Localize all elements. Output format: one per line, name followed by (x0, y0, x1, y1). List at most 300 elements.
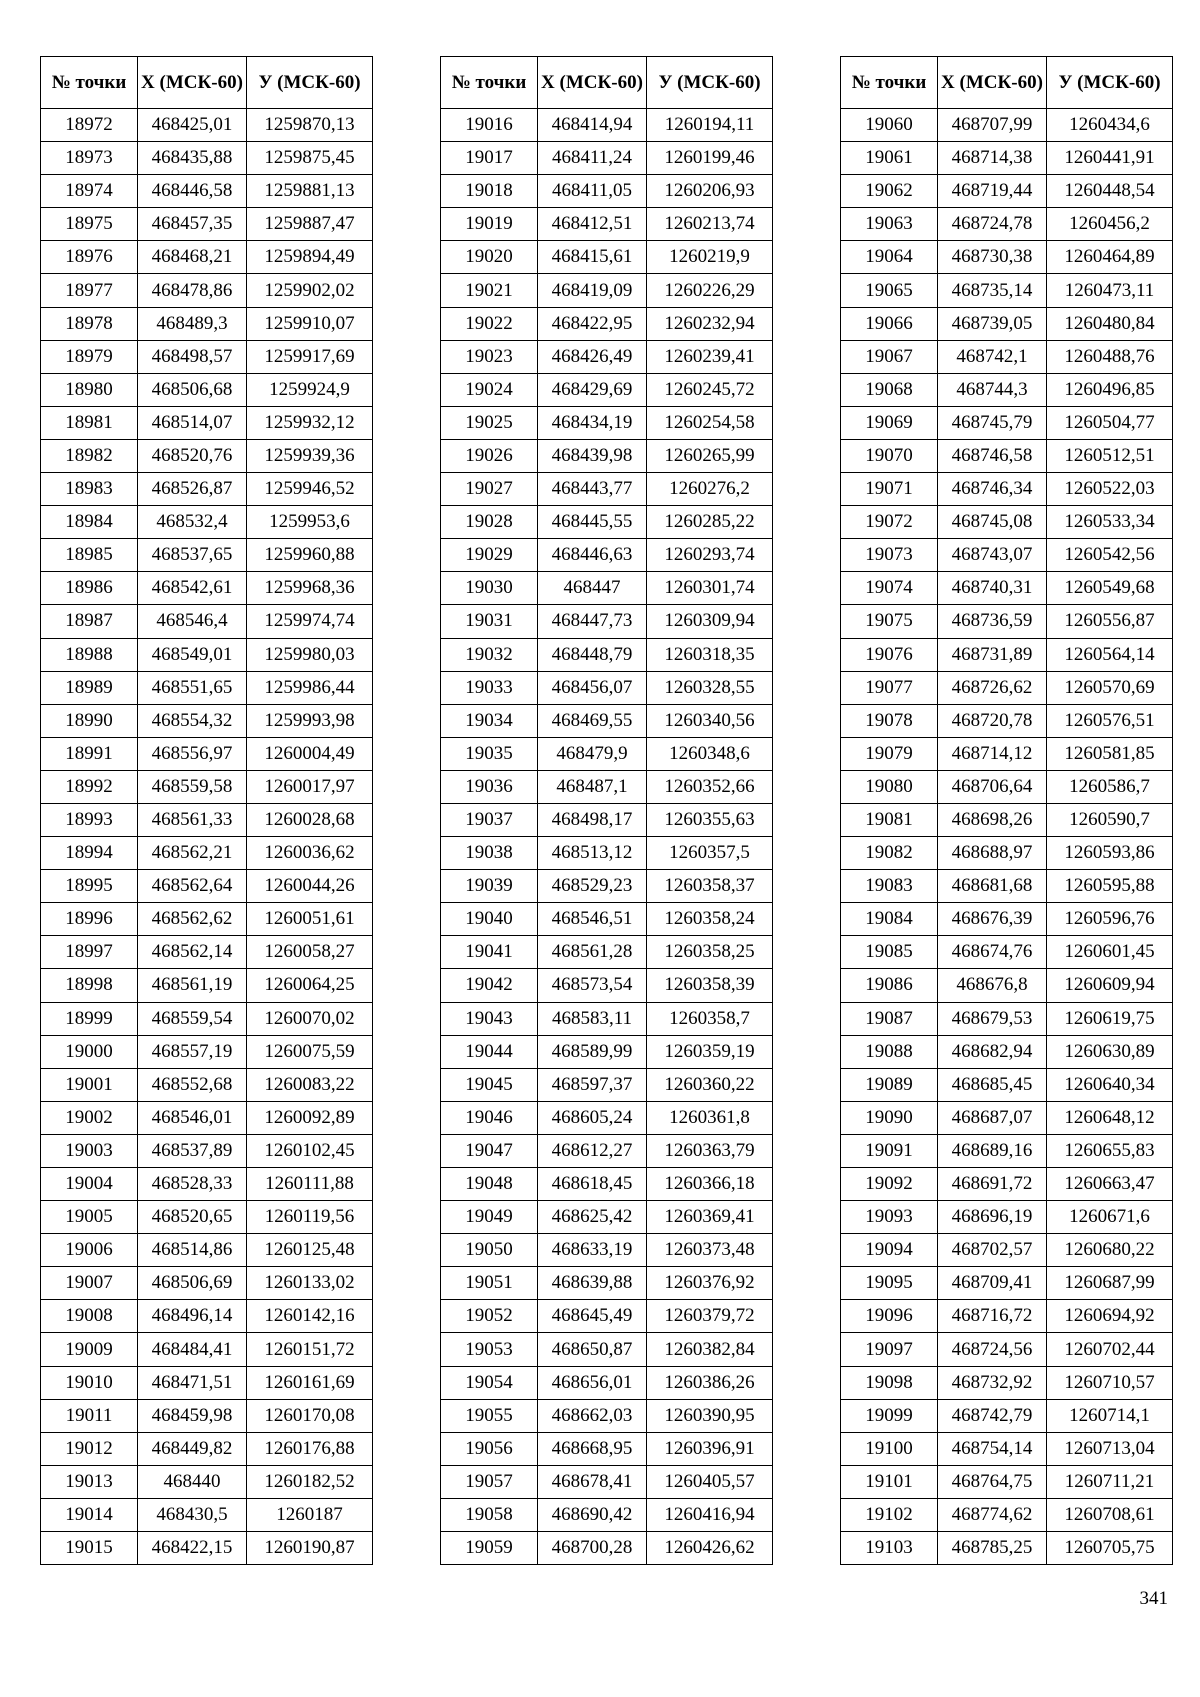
table-row (841, 1002, 1173, 1035)
table-row (41, 539, 373, 572)
table-row (841, 1432, 1173, 1465)
table-row (41, 109, 373, 142)
table-row (841, 1134, 1173, 1167)
cell-x-coordinate: 468489,3 (138, 307, 247, 340)
cell-point-number: 19053 (441, 1333, 538, 1366)
cell-x-coordinate: 468744,3 (938, 373, 1047, 406)
table-row (441, 241, 773, 274)
table-row (841, 406, 1173, 439)
table-row (841, 1068, 1173, 1101)
cell-y-coordinate: 1259870,13 (247, 109, 373, 142)
table-row (841, 439, 1173, 472)
cell-point-number: 19016 (441, 109, 538, 142)
cell-y-coordinate: 1260426,62 (647, 1532, 773, 1565)
cell-y-coordinate: 1260663,47 (1047, 1168, 1173, 1201)
cell-point-number: 19001 (41, 1068, 138, 1101)
cell-x-coordinate: 468429,69 (538, 373, 647, 406)
cell-y-coordinate: 1259894,49 (247, 241, 373, 274)
cell-x-coordinate: 468740,31 (938, 572, 1047, 605)
cell-y-coordinate: 1260581,85 (1047, 737, 1173, 770)
table-row (441, 175, 773, 208)
table-row (41, 1498, 373, 1531)
table-row (441, 1267, 773, 1300)
cell-y-coordinate: 1260017,97 (247, 770, 373, 803)
table-row (41, 1532, 373, 1565)
table-row (841, 1498, 1173, 1531)
table-row (41, 837, 373, 870)
cell-y-coordinate: 1260396,91 (647, 1432, 773, 1465)
cell-y-coordinate: 1260496,85 (1047, 373, 1173, 406)
cell-point-number: 19033 (441, 671, 538, 704)
cell-point-number: 19062 (841, 175, 938, 208)
cell-y-coordinate: 1259960,88 (247, 539, 373, 572)
cell-x-coordinate: 468435,88 (138, 142, 247, 175)
table-row (841, 274, 1173, 307)
cell-y-coordinate: 1260711,21 (1047, 1465, 1173, 1498)
cell-y-coordinate: 1260058,27 (247, 936, 373, 969)
cell-y-coordinate: 1259968,36 (247, 572, 373, 605)
cell-x-coordinate: 468447,73 (538, 605, 647, 638)
header-x-coordinate: X (МСК-60) (138, 57, 247, 109)
cell-x-coordinate: 468720,78 (938, 704, 1047, 737)
cell-x-coordinate: 468612,27 (538, 1134, 647, 1167)
cell-point-number: 19023 (441, 340, 538, 373)
cell-x-coordinate: 468702,57 (938, 1234, 1047, 1267)
cell-x-coordinate: 468573,54 (538, 969, 647, 1002)
cell-point-number: 19054 (441, 1366, 538, 1399)
cell-y-coordinate: 1260254,58 (647, 406, 773, 439)
header-point-number: № точки (41, 57, 138, 109)
cell-point-number: 19050 (441, 1234, 538, 1267)
table-row (41, 208, 373, 241)
cell-x-coordinate: 468546,4 (138, 605, 247, 638)
cell-y-coordinate: 1259924,9 (247, 373, 373, 406)
cell-x-coordinate: 468552,68 (138, 1068, 247, 1101)
table-row (441, 704, 773, 737)
table-row (441, 1201, 773, 1234)
table-row (441, 1300, 773, 1333)
cell-point-number: 19035 (441, 737, 538, 770)
cell-x-coordinate: 468597,37 (538, 1068, 647, 1101)
cell-x-coordinate: 468681,68 (938, 870, 1047, 903)
cell-y-coordinate: 1259887,47 (247, 208, 373, 241)
cell-point-number: 18980 (41, 373, 138, 406)
table-row (841, 638, 1173, 671)
cell-x-coordinate: 468562,14 (138, 936, 247, 969)
cell-x-coordinate: 468618,45 (538, 1168, 647, 1201)
cell-x-coordinate: 468691,72 (938, 1168, 1047, 1201)
table-row (41, 969, 373, 1002)
table-row (41, 506, 373, 539)
cell-point-number: 19069 (841, 406, 938, 439)
cell-x-coordinate: 468506,69 (138, 1267, 247, 1300)
cell-point-number: 19014 (41, 1498, 138, 1531)
cell-y-coordinate: 1260358,25 (647, 936, 773, 969)
cell-y-coordinate: 1260182,52 (247, 1465, 373, 1498)
cell-x-coordinate: 468730,38 (938, 241, 1047, 274)
cell-y-coordinate: 1260265,99 (647, 439, 773, 472)
cell-point-number: 19068 (841, 373, 938, 406)
table-row (841, 671, 1173, 704)
cell-y-coordinate: 1259953,6 (247, 506, 373, 539)
cell-x-coordinate: 468706,64 (938, 770, 1047, 803)
cell-point-number: 19086 (841, 969, 938, 1002)
cell-point-number: 19055 (441, 1399, 538, 1432)
cell-point-number: 18992 (41, 770, 138, 803)
cell-x-coordinate: 468469,55 (538, 704, 647, 737)
cell-point-number: 19057 (441, 1465, 538, 1498)
cell-point-number: 19022 (441, 307, 538, 340)
table-row (41, 737, 373, 770)
cell-y-coordinate: 1260630,89 (1047, 1035, 1173, 1068)
cell-x-coordinate: 468688,97 (938, 837, 1047, 870)
cell-x-coordinate: 468542,61 (138, 572, 247, 605)
cell-y-coordinate: 1260522,03 (1047, 473, 1173, 506)
cell-x-coordinate: 468551,65 (138, 671, 247, 704)
cell-point-number: 19060 (841, 109, 938, 142)
cell-x-coordinate: 468674,76 (938, 936, 1047, 969)
cell-point-number: 19029 (441, 539, 538, 572)
cell-y-coordinate: 1260512,51 (1047, 439, 1173, 472)
table-row (41, 1035, 373, 1068)
cell-point-number: 19094 (841, 1234, 938, 1267)
table-row (841, 737, 1173, 770)
cell-y-coordinate: 1259932,12 (247, 406, 373, 439)
cell-point-number: 19077 (841, 671, 938, 704)
cell-y-coordinate: 1260556,87 (1047, 605, 1173, 638)
table-row (441, 1432, 773, 1465)
table-row (441, 1532, 773, 1565)
cell-x-coordinate: 468554,32 (138, 704, 247, 737)
cell-x-coordinate: 468726,62 (938, 671, 1047, 704)
cell-y-coordinate: 1260593,86 (1047, 837, 1173, 870)
cell-y-coordinate: 1260464,89 (1047, 241, 1173, 274)
cell-x-coordinate: 468639,88 (538, 1267, 647, 1300)
cell-point-number: 18994 (41, 837, 138, 870)
cell-x-coordinate: 468735,14 (938, 274, 1047, 307)
cell-point-number: 19073 (841, 539, 938, 572)
cell-point-number: 19048 (441, 1168, 538, 1201)
cell-x-coordinate: 468764,75 (938, 1465, 1047, 1498)
cell-x-coordinate: 468687,07 (938, 1101, 1047, 1134)
cell-point-number: 19030 (441, 572, 538, 605)
cell-y-coordinate: 1260360,22 (647, 1068, 773, 1101)
cell-x-coordinate: 468549,01 (138, 638, 247, 671)
table-row (841, 770, 1173, 803)
cell-x-coordinate: 468478,86 (138, 274, 247, 307)
cell-x-coordinate: 468446,58 (138, 175, 247, 208)
cell-y-coordinate: 1260713,04 (1047, 1432, 1173, 1465)
cell-point-number: 19049 (441, 1201, 538, 1234)
cell-x-coordinate: 468449,82 (138, 1432, 247, 1465)
table-row (41, 473, 373, 506)
cell-point-number: 19065 (841, 274, 938, 307)
cell-x-coordinate: 468532,4 (138, 506, 247, 539)
cell-point-number: 19063 (841, 208, 938, 241)
table-row (441, 1399, 773, 1432)
cell-point-number: 18973 (41, 142, 138, 175)
cell-point-number: 18987 (41, 605, 138, 638)
cell-y-coordinate: 1260119,56 (247, 1201, 373, 1234)
cell-y-coordinate: 1260441,91 (1047, 142, 1173, 175)
table-row (841, 307, 1173, 340)
cell-y-coordinate: 1260619,75 (1047, 1002, 1173, 1035)
cell-x-coordinate: 468537,65 (138, 539, 247, 572)
table-row (841, 969, 1173, 1002)
cell-point-number: 19095 (841, 1267, 938, 1300)
table-row (441, 439, 773, 472)
cell-y-coordinate: 1260245,72 (647, 373, 773, 406)
cell-point-number: 19026 (441, 439, 538, 472)
table-row (41, 671, 373, 704)
table-row (841, 373, 1173, 406)
cell-y-coordinate: 1260586,7 (1047, 770, 1173, 803)
cell-point-number: 18975 (41, 208, 138, 241)
cell-point-number: 19082 (841, 837, 938, 870)
cell-x-coordinate: 468743,07 (938, 539, 1047, 572)
cell-y-coordinate: 1260705,75 (1047, 1532, 1173, 1565)
cell-point-number: 18979 (41, 340, 138, 373)
cell-x-coordinate: 468457,35 (138, 208, 247, 241)
cell-y-coordinate: 1260382,84 (647, 1333, 773, 1366)
cell-point-number: 19067 (841, 340, 938, 373)
cell-y-coordinate: 1260473,11 (1047, 274, 1173, 307)
cell-point-number: 18990 (41, 704, 138, 737)
cell-y-coordinate: 1260187 (247, 1498, 373, 1531)
cell-point-number: 19045 (441, 1068, 538, 1101)
cell-point-number: 19096 (841, 1300, 938, 1333)
cell-x-coordinate: 468698,26 (938, 803, 1047, 836)
table-row (441, 671, 773, 704)
cell-x-coordinate: 468528,33 (138, 1168, 247, 1201)
cell-y-coordinate: 1260648,12 (1047, 1101, 1173, 1134)
cell-point-number: 19032 (441, 638, 538, 671)
table-row (441, 142, 773, 175)
cell-point-number: 18998 (41, 969, 138, 1002)
cell-x-coordinate: 468448,79 (538, 638, 647, 671)
table-row (841, 142, 1173, 175)
table-row (41, 572, 373, 605)
cell-x-coordinate: 468724,56 (938, 1333, 1047, 1366)
coordinates-table-1 (40, 56, 373, 1565)
cell-point-number: 19012 (41, 1432, 138, 1465)
cell-point-number: 19093 (841, 1201, 938, 1234)
cell-point-number: 18983 (41, 473, 138, 506)
cell-x-coordinate: 468724,78 (938, 208, 1047, 241)
cell-point-number: 18996 (41, 903, 138, 936)
page-number: 341 (1139, 1588, 1168, 1609)
table-row (441, 340, 773, 373)
cell-x-coordinate: 468700,28 (538, 1532, 647, 1565)
cell-y-coordinate: 1260542,56 (1047, 539, 1173, 572)
cell-point-number: 18993 (41, 803, 138, 836)
table-row (41, 1201, 373, 1234)
cell-x-coordinate: 468425,01 (138, 109, 247, 142)
cell-x-coordinate: 468514,07 (138, 406, 247, 439)
table-row (841, 605, 1173, 638)
table-row (41, 1101, 373, 1134)
cell-y-coordinate: 1260111,88 (247, 1168, 373, 1201)
cell-point-number: 19078 (841, 704, 938, 737)
cell-point-number: 19051 (441, 1267, 538, 1300)
cell-x-coordinate: 468411,24 (538, 142, 647, 175)
cell-y-coordinate: 1260488,76 (1047, 340, 1173, 373)
cell-point-number: 19003 (41, 1134, 138, 1167)
cell-point-number: 19074 (841, 572, 938, 605)
cell-x-coordinate: 468557,19 (138, 1035, 247, 1068)
cell-y-coordinate: 1260564,14 (1047, 638, 1173, 671)
cell-x-coordinate: 468434,19 (538, 406, 647, 439)
table-row (41, 1002, 373, 1035)
table-row (41, 1333, 373, 1366)
table-row (441, 1134, 773, 1167)
table-row (441, 803, 773, 836)
cell-x-coordinate: 468678,41 (538, 1465, 647, 1498)
table-row (841, 539, 1173, 572)
cell-y-coordinate: 1260596,76 (1047, 903, 1173, 936)
cell-y-coordinate: 1260671,6 (1047, 1201, 1173, 1234)
table-row (441, 1366, 773, 1399)
cell-y-coordinate: 1259993,98 (247, 704, 373, 737)
cell-y-coordinate: 1260328,55 (647, 671, 773, 704)
cell-point-number: 19017 (441, 142, 538, 175)
table-row (841, 1465, 1173, 1498)
cell-y-coordinate: 1259946,52 (247, 473, 373, 506)
table-row (441, 605, 773, 638)
cell-y-coordinate: 1259875,45 (247, 142, 373, 175)
cell-point-number: 19039 (441, 870, 538, 903)
cell-point-number: 19038 (441, 837, 538, 870)
table-row (841, 936, 1173, 969)
cell-y-coordinate: 1260702,44 (1047, 1333, 1173, 1366)
cell-x-coordinate: 468498,57 (138, 340, 247, 373)
cell-point-number: 19024 (441, 373, 538, 406)
cell-point-number: 19031 (441, 605, 538, 638)
table-row (841, 1101, 1173, 1134)
cell-point-number: 19028 (441, 506, 538, 539)
table-row (441, 109, 773, 142)
cell-x-coordinate: 468430,5 (138, 1498, 247, 1531)
cell-point-number: 19070 (841, 439, 938, 472)
cell-point-number: 19004 (41, 1168, 138, 1201)
cell-point-number: 19036 (441, 770, 538, 803)
cell-point-number: 18981 (41, 406, 138, 439)
cell-point-number: 18982 (41, 439, 138, 472)
cell-x-coordinate: 468731,89 (938, 638, 1047, 671)
cell-x-coordinate: 468520,76 (138, 439, 247, 472)
cell-point-number: 18985 (41, 539, 138, 572)
cell-point-number: 19010 (41, 1366, 138, 1399)
cell-x-coordinate: 468422,95 (538, 307, 647, 340)
table-row (841, 473, 1173, 506)
table-row (441, 1234, 773, 1267)
cell-x-coordinate: 468445,55 (538, 506, 647, 539)
table-row (441, 638, 773, 671)
table-row (841, 1035, 1173, 1068)
cell-y-coordinate: 1260416,94 (647, 1498, 773, 1531)
table-row (841, 1234, 1173, 1267)
cell-x-coordinate: 468716,72 (938, 1300, 1047, 1333)
cell-x-coordinate: 468736,59 (938, 605, 1047, 638)
table-row (441, 837, 773, 870)
cell-point-number: 19021 (441, 274, 538, 307)
cell-x-coordinate: 468562,62 (138, 903, 247, 936)
table-row (441, 737, 773, 770)
cell-point-number: 19019 (441, 208, 538, 241)
cell-x-coordinate: 468676,8 (938, 969, 1047, 1002)
table-row (441, 969, 773, 1002)
cell-point-number: 19088 (841, 1035, 938, 1068)
cell-y-coordinate: 1260609,94 (1047, 969, 1173, 1002)
cell-y-coordinate: 1260680,22 (1047, 1234, 1173, 1267)
cell-x-coordinate: 468745,08 (938, 506, 1047, 539)
cell-x-coordinate: 468537,89 (138, 1134, 247, 1167)
cell-y-coordinate: 1259980,03 (247, 638, 373, 671)
cell-x-coordinate: 468709,41 (938, 1267, 1047, 1300)
table-row (41, 1300, 373, 1333)
table-row (841, 1168, 1173, 1201)
cell-x-coordinate: 468625,42 (538, 1201, 647, 1234)
cell-y-coordinate: 1260355,63 (647, 803, 773, 836)
cell-x-coordinate: 468785,25 (938, 1532, 1047, 1565)
table-row (841, 870, 1173, 903)
cell-point-number: 19005 (41, 1201, 138, 1234)
cell-point-number: 19099 (841, 1399, 938, 1432)
table-row (841, 1366, 1173, 1399)
table-row (41, 1068, 373, 1101)
cell-point-number: 19015 (41, 1532, 138, 1565)
cell-x-coordinate: 468746,58 (938, 439, 1047, 472)
table-row (441, 936, 773, 969)
cell-x-coordinate: 468561,19 (138, 969, 247, 1002)
cell-y-coordinate: 1260075,59 (247, 1035, 373, 1068)
cell-y-coordinate: 1260480,84 (1047, 307, 1173, 340)
cell-point-number: 19075 (841, 605, 938, 638)
table-row (41, 1366, 373, 1399)
cell-x-coordinate: 468676,39 (938, 903, 1047, 936)
table-row (41, 803, 373, 836)
cell-point-number: 19098 (841, 1366, 938, 1399)
cell-x-coordinate: 468484,41 (138, 1333, 247, 1366)
table-row (841, 1201, 1173, 1234)
cell-point-number: 19072 (841, 506, 938, 539)
cell-y-coordinate: 1260533,34 (1047, 506, 1173, 539)
cell-point-number: 19084 (841, 903, 938, 936)
cell-y-coordinate: 1260369,41 (647, 1201, 773, 1234)
cell-y-coordinate: 1260348,6 (647, 737, 773, 770)
cell-x-coordinate: 468562,64 (138, 870, 247, 903)
cell-y-coordinate: 1260176,88 (247, 1432, 373, 1465)
table-row (841, 109, 1173, 142)
cell-x-coordinate: 468714,12 (938, 737, 1047, 770)
table-row (41, 605, 373, 638)
cell-y-coordinate: 1260028,68 (247, 803, 373, 836)
cell-x-coordinate: 468562,21 (138, 837, 247, 870)
table-header-row (441, 57, 773, 109)
table-row (41, 274, 373, 307)
cell-y-coordinate: 1260549,68 (1047, 572, 1173, 605)
table-row (841, 1267, 1173, 1300)
cell-y-coordinate: 1260194,11 (647, 109, 773, 142)
cell-y-coordinate: 1260161,69 (247, 1366, 373, 1399)
cell-x-coordinate: 468645,49 (538, 1300, 647, 1333)
cell-point-number: 19101 (841, 1465, 938, 1498)
table-row (41, 241, 373, 274)
cell-y-coordinate: 1259881,13 (247, 175, 373, 208)
cell-y-coordinate: 1260352,66 (647, 770, 773, 803)
table-row (841, 572, 1173, 605)
cell-x-coordinate: 468707,99 (938, 109, 1047, 142)
